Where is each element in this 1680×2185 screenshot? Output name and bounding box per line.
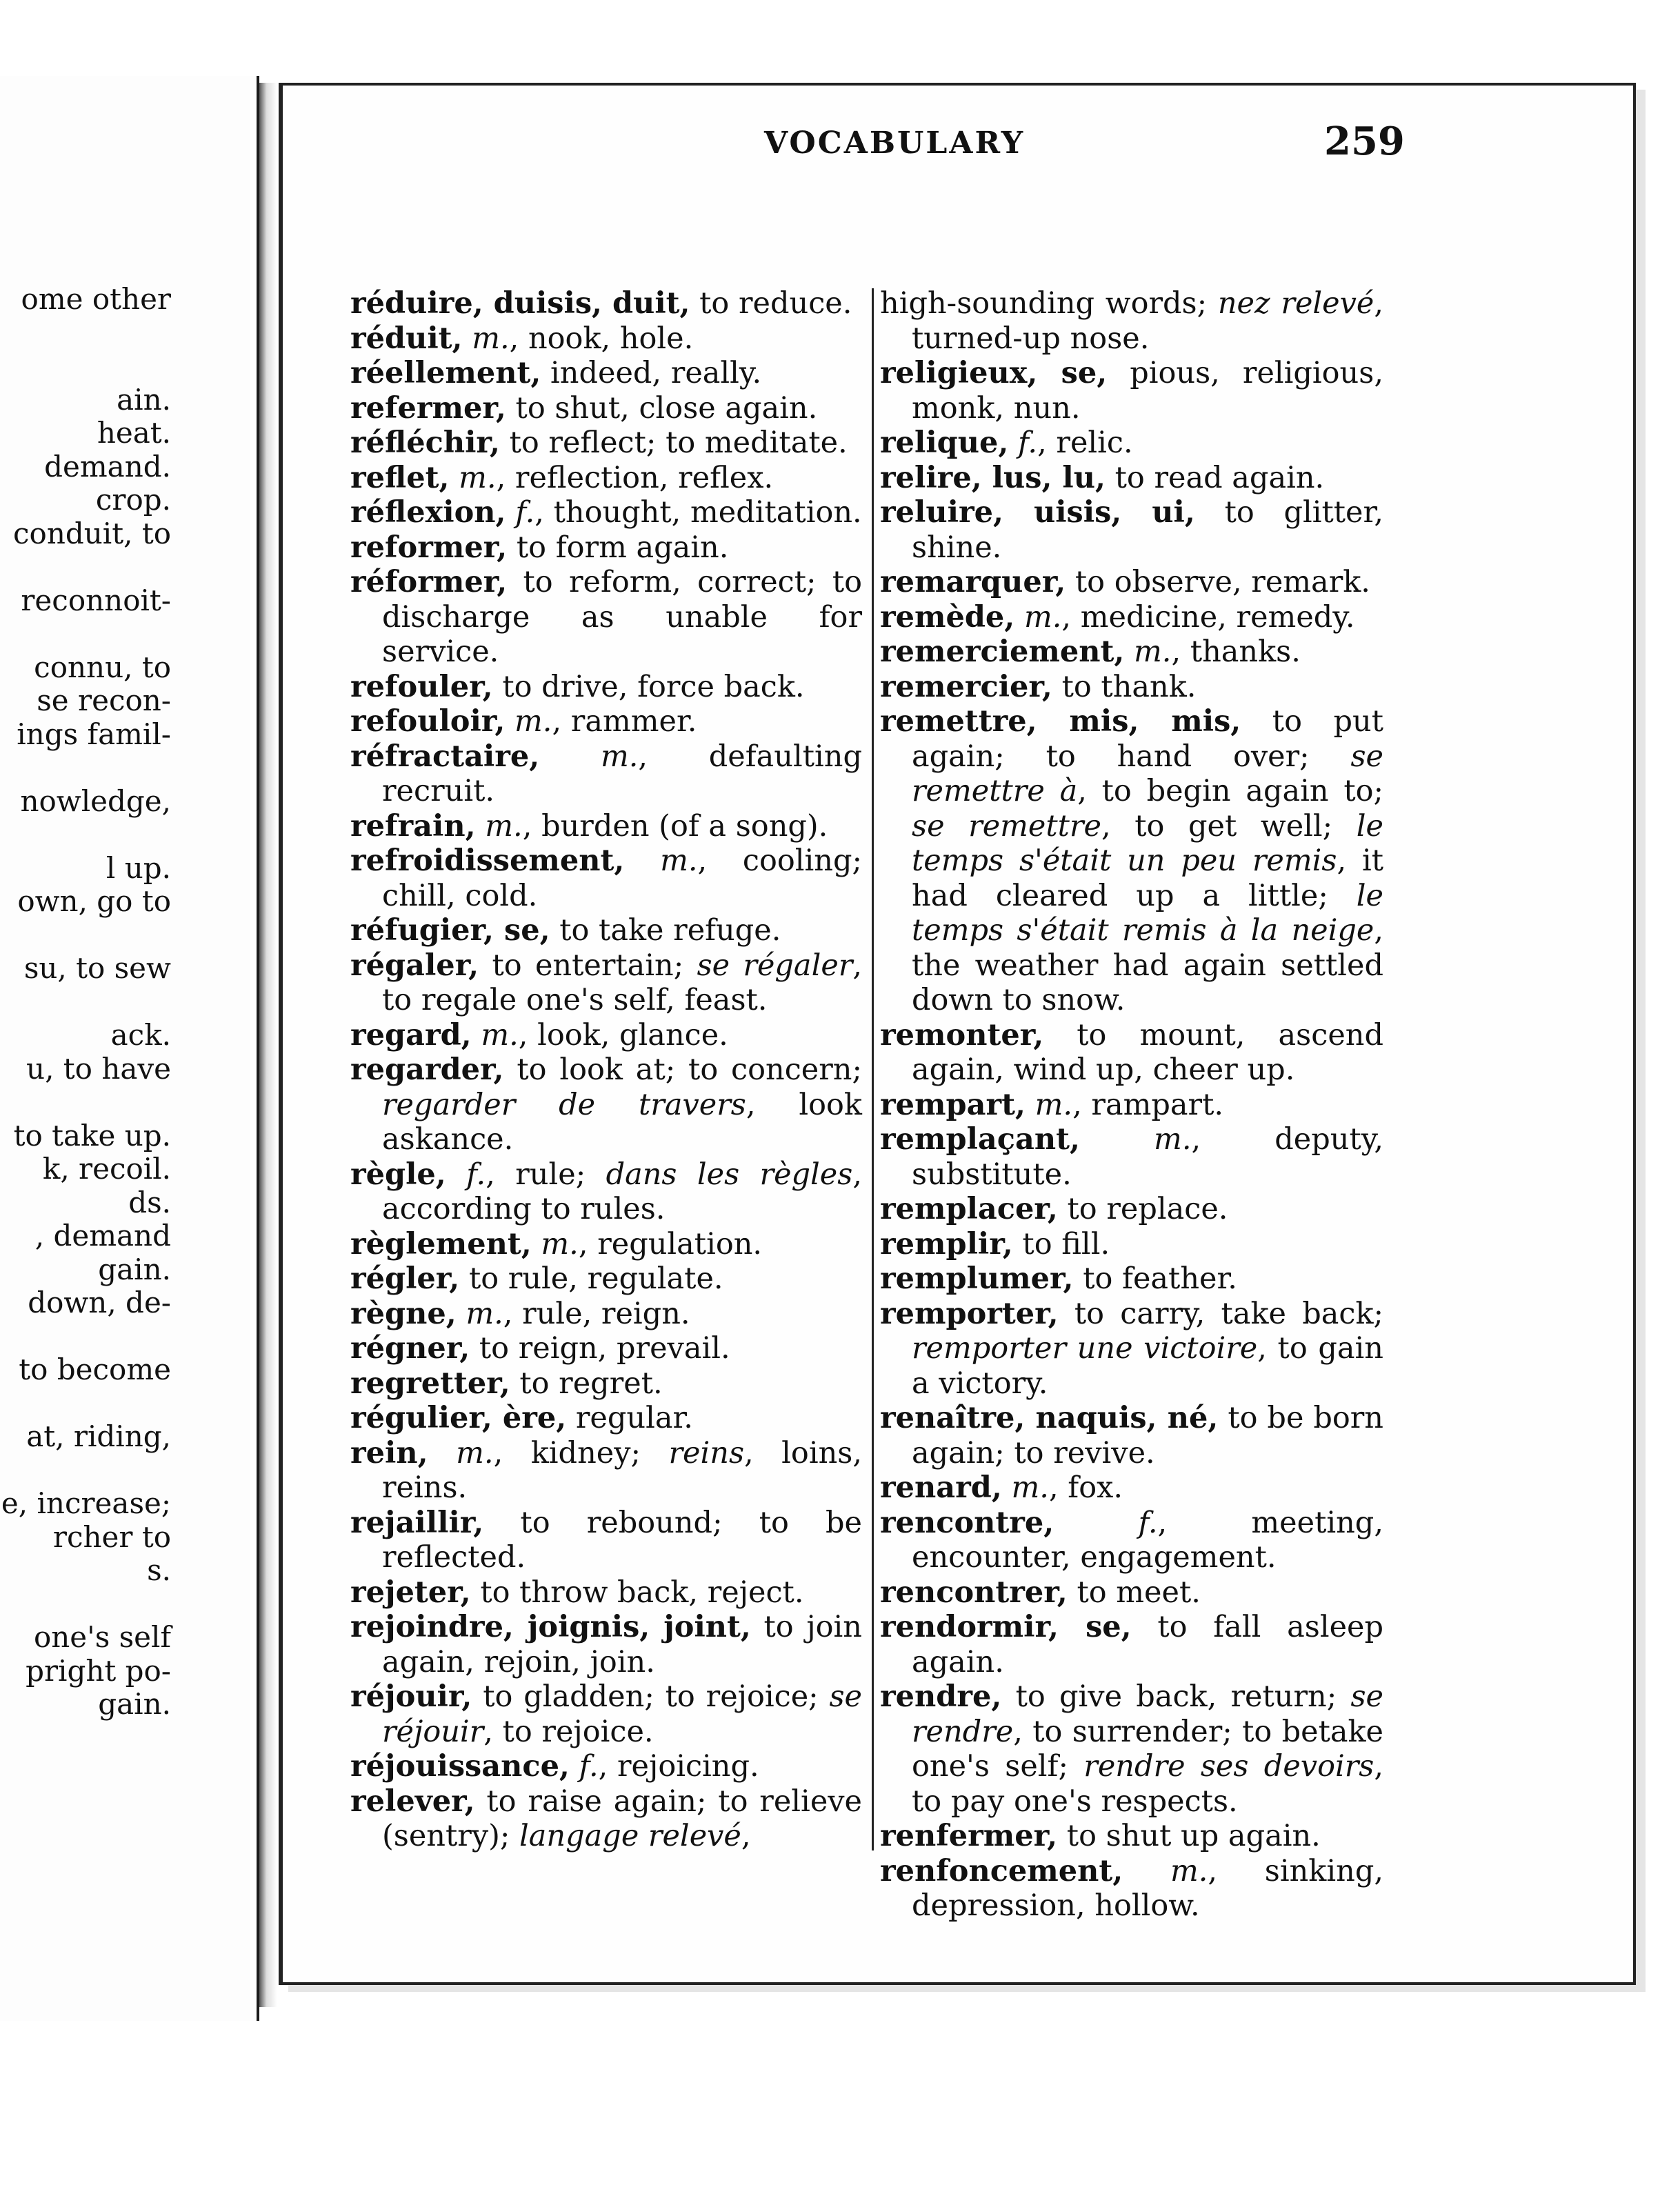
definition-text: to fill. [1012,1226,1110,1261]
headword: réfugier, se, [350,913,550,948]
definition-text [1054,1506,1138,1540]
definition-text: to glitter, shine. [912,495,1383,565]
headword: refouloir, [350,704,506,739]
definition-text: , turned-up nose. [912,286,1384,356]
dictionary-entry [880,1610,1383,1679]
headword: remarquer, [880,565,1066,599]
italic-text: le temps s'était un peu remis [912,808,1383,878]
dictionary-entry [350,495,862,530]
italic-text: se rendre [912,1679,1383,1749]
italic-text: m. [1170,1853,1208,1888]
headword: réformer, [350,565,508,599]
dictionary-entry [350,530,862,566]
headword: remplir, [880,1226,1013,1261]
headword: réjouissance, [350,1749,570,1784]
definition-text: , deputy, substitute. [912,1122,1384,1192]
headword: réellement, [350,356,541,390]
dictionary-entry [350,1227,862,1262]
headword: regarder, [350,1052,504,1087]
left-page-text-fragment: connu, to [34,650,171,684]
definition-text: pious, religious, monk, nun. [912,356,1383,426]
definition-text: to rule, regulate. [459,1261,723,1296]
left-page-text-fragment: gain. [98,1252,171,1286]
italic-text: dans les règles [606,1157,853,1192]
dictionary-entry [350,565,862,670]
headword: réjouir, [350,1679,472,1714]
dictionary-entry [350,670,862,705]
left-page-text-fragment: one's self [33,1620,171,1654]
definition-text: , loins, reins. [382,1435,863,1505]
definition-text: to form again. [507,530,729,565]
headword: refouler, [350,669,493,704]
definition-text: , it had cleared up a little; [912,844,1384,913]
headword: reformer, [350,530,508,565]
italic-text: remporter une victoire [912,1331,1258,1366]
headword: relever, [350,1784,475,1819]
italic-text: nez relevé [1217,286,1374,321]
left-page-text-fragment: to become [19,1353,171,1386]
dictionary-entry [350,1749,862,1784]
left-page-text-fragment: , demand [34,1219,171,1253]
dictionary-entry [880,1679,1383,1819]
dictionary-entry [350,913,862,948]
definition-text: , rampart. [1072,1087,1224,1122]
definition-text [1123,1854,1170,1888]
dictionary-entry [880,1470,1383,1506]
italic-text: reins [668,1435,745,1470]
italic-text: m. [660,844,698,878]
headword: remerciement, [880,635,1125,669]
dictionary-entry [880,1261,1383,1297]
headword: rendre, [880,1679,1002,1714]
definition-text: , to regale one's self, feast. [382,948,862,1017]
definition-text: , reflection, reflex. [496,460,774,495]
definition-text: , meeting, encounter, engagement. [912,1505,1383,1575]
italic-text: se réjouir [382,1679,862,1749]
italic-text: le temps s'était remis à la neige [912,878,1383,948]
definition-text [1008,426,1018,460]
headword: renaître, naquis, né, [880,1401,1219,1435]
dictionary-entry [880,1854,1383,1924]
definition-text: , thought, meditation. [534,495,862,530]
definition-text: to reflect; to meditate. [499,426,848,460]
left-page-text-fragment: se recon- [37,684,171,717]
left-page-text-fragment: gain. [98,1687,171,1721]
headword: régner, [350,1331,470,1366]
headword: rencontrer, [880,1575,1068,1610]
left-page-text-fragment: u, to have [26,1051,171,1086]
definition-text: , [741,1819,751,1853]
definition-text: , to rejoice. [483,1714,654,1749]
definition-text: to raise again; to relieve (sentry); [382,1784,862,1853]
dictionary-entry [350,1679,862,1749]
headword: régler, [350,1261,460,1296]
left-page-text-fragment: ack. [110,1018,171,1052]
dictionary-entry [880,704,1383,1018]
definition-text: , to gain a victory. [912,1331,1383,1401]
headword: régulier, ère, [350,1401,567,1435]
left-page-text-fragment: l up. [106,850,171,885]
left-page-text-fragment: rcher to [52,1519,171,1554]
headword: relique, [880,426,1009,460]
definition-text: , look, glance. [518,1017,728,1052]
definition-text: to regret. [510,1366,663,1401]
dictionary-entry [350,844,862,913]
book-gutter [259,83,277,2007]
headword: reflet, [350,460,450,495]
definition-text: , sinking, depression, hollow. [912,1853,1384,1923]
definition-text [446,1157,466,1192]
left-page-text-fragment: own, go to [17,884,171,918]
dictionary-entry [350,356,862,391]
left-page-text-fragment: demand. [44,449,171,483]
definition-text: to rebound; to be reflected. [382,1505,862,1575]
italic-text: m. [1023,599,1062,635]
definition-text [1014,600,1024,635]
definition-text [532,1227,541,1261]
italic-text: se remettre [912,808,1101,844]
definition-text: to mount, ascend again, wind up, cheer up. [912,1017,1383,1087]
italic-text: langage relevé [519,1819,741,1853]
definition-text: , defaulting recruit. [382,739,863,808]
dictionary-entry [350,1018,862,1053]
definition-text [476,809,486,844]
headword: remonter, [880,1017,1044,1052]
headword: refermer, [350,390,506,426]
left-page-text-fragment: su, to sew [23,951,171,985]
dictionary-entry [350,739,862,809]
definition-text [1124,635,1134,669]
definition-text: , rejoicing. [598,1749,759,1784]
left-page-text-fragment: s. [147,1553,171,1587]
definition-text [457,1297,466,1331]
left-page-text-fragment: down, de- [28,1286,171,1319]
dictionary-entry [350,1261,862,1297]
running-head: VOCABULARY [764,126,1026,161]
headword: remplaçant, [880,1122,1080,1157]
left-page-text-fragment: ings famil- [17,717,171,751]
dictionary-entry [350,1436,862,1506]
definition-text: to join again, rejoin, join. [382,1610,862,1679]
definition-text: to reduce. [690,286,852,321]
definition-text: to thank. [1052,669,1197,704]
left-page-text-fragment: k, recoil. [42,1152,171,1186]
definition-text: to throw back, reject. [470,1575,804,1610]
dictionary-entry [880,635,1383,670]
headword: remettre, mis, mis, [880,704,1241,739]
definition-text: to shut, close again. [506,390,818,426]
headword: renfermer, [880,1819,1058,1853]
left-page-text-fragment: e, increase; [1,1486,171,1520]
definition-text: , regulation. [578,1226,763,1261]
definition-text [505,704,514,739]
headword: réfléchir, [350,426,500,460]
column-divider [872,288,874,1850]
definition-text: to gladden; to rejoice; [472,1679,830,1714]
italic-text: regarder de travers [382,1087,746,1122]
dictionary-entry [350,704,862,739]
headword: remercier, [880,669,1052,704]
dictionary-entry [350,1297,862,1332]
left-page-text-fragment: ome other [21,282,171,316]
dictionary-entry [350,1157,862,1227]
definition-text: , thanks. [1171,635,1301,669]
definition-text [463,321,472,356]
italic-text: rendre ses devoirs [1083,1749,1374,1784]
italic-text: m. [472,321,510,356]
headword: rejaillir, [350,1505,484,1540]
dictionary-entry [350,809,862,844]
definition-text [428,1436,457,1470]
headword: rejeter, [350,1575,471,1610]
dictionary-entry [880,670,1383,705]
definition-text [506,495,516,530]
headword: remporter, [880,1296,1059,1331]
definition-text: regular. [566,1401,693,1435]
definition-text [449,461,459,495]
definition-text: , to get well; [1101,808,1357,844]
headword: rendormir, se, [880,1610,1132,1644]
dictionary-entry [880,1088,1383,1123]
headword: renard, [880,1470,1002,1505]
headword: réfractaire, [350,739,540,774]
italic-text: se remettre à [912,739,1383,808]
definition-text [1080,1122,1154,1157]
dictionary-entry [350,321,862,357]
headword: règlement, [350,1226,532,1261]
left-page-text-fragment: reconnoit- [21,583,171,617]
dictionary-entry [350,1366,862,1401]
dictionary-entry [350,1610,862,1679]
headword: reluire, uisis, ui, [880,495,1195,530]
definition-text: to reign, prevail. [470,1331,730,1366]
definition-text [472,1018,481,1052]
italic-text: m. [466,1296,503,1331]
left-page-text-fragment: crop. [95,483,171,517]
italic-text: f. [515,495,535,530]
dictionary-entry [880,1297,1383,1401]
dictionary-entry [350,1784,862,1854]
dictionary-entry [880,1575,1383,1610]
definition-text: , burden (of a song). [522,808,828,844]
headword: regretter, [350,1366,510,1401]
definition-text: to take refuge. [550,913,781,948]
headword: renfoncement, [880,1853,1123,1888]
italic-text: m. [459,460,497,495]
dictionary-entry [350,1506,862,1575]
definition-text: , fox. [1048,1470,1123,1505]
dictionary-entry [880,426,1383,461]
definition-text: indeed, really. [541,356,762,390]
page-number: 259 [1324,119,1405,164]
definition-text: , nook, hole. [509,321,694,356]
definition-text: , the weather had again settled down to snow. [912,913,1383,1017]
definition-text: to fall asleep again. [912,1610,1383,1679]
dictionary-entry [350,1052,862,1157]
headword: refroidissement, [350,844,625,878]
headword: règle, [350,1157,446,1192]
dictionary-entry [880,1506,1383,1575]
left-page-text-fragment: conduit, to [13,516,171,550]
left-page-text-fragment: ds. [128,1185,171,1219]
italic-text: se régaler [697,948,853,983]
definition-text: , look askance. [382,1087,862,1157]
dictionary-entry [880,1192,1383,1227]
dictionary-entry [350,391,862,426]
vocabulary-column-right [880,286,1383,1924]
headword: régaler, [350,948,479,983]
left-page-text-fragment: heat. [97,416,171,450]
definition-text: , rule; [486,1157,606,1192]
italic-text: m. [600,739,639,774]
headword: rejoindre, joignis, joint, [350,1610,751,1644]
definition-text [570,1749,579,1784]
headword: règne, [350,1296,457,1331]
definition-text: , medicine, remedy. [1061,599,1355,635]
headword: rempart, [880,1087,1026,1122]
dictionary-entry [880,495,1383,565]
definition-text: , relic. [1037,426,1133,460]
italic-text: m. [456,1435,494,1470]
italic-text: m. [1134,635,1172,669]
definition-text: to meet. [1067,1575,1201,1610]
dictionary-entry [880,1819,1383,1854]
definition-text: , kidney; [493,1435,669,1470]
dictionary-entry [880,1018,1383,1088]
dictionary-entry [880,286,1383,356]
dictionary-entry [880,565,1383,600]
dictionary-entry [880,1227,1383,1262]
headword: remplacer, [880,1192,1058,1226]
italic-text: m. [1011,1470,1049,1505]
left-page-text-fragment: pright po- [26,1653,171,1688]
definition-text: to give back, return; [1001,1679,1351,1714]
definition-text: , rule, reign. [503,1296,690,1331]
dictionary-entry [350,426,862,461]
headword: remède, [880,599,1015,635]
definition-text [539,739,601,774]
italic-text: f. [579,1749,599,1784]
italic-text: m. [541,1226,579,1261]
headword: réduire, duisis, duit, [350,286,690,321]
left-page-text-fragment: to take up. [13,1118,171,1153]
dictionary-entry [350,286,862,321]
definition-text: to look at; to concern; [503,1052,862,1087]
left-page-text-fragment: ain. [117,382,171,417]
definition-text: to observe, remark. [1066,565,1370,599]
definition-text: to replace. [1057,1192,1228,1226]
italic-text: f. [1018,426,1038,460]
definition-text: to drive, force back. [492,669,805,704]
dictionary-entry [880,1401,1383,1470]
definition-text: to be born again; to revive. [912,1401,1384,1470]
dictionary-entry [880,1122,1383,1192]
headword: relire, lus, lu, [880,460,1106,495]
italic-text: m. [1154,1122,1192,1157]
vocabulary-column-left [350,286,862,1854]
definition-text: to carry, take back; [1058,1296,1383,1331]
dictionary-entry [350,948,862,1018]
dictionary-entry [350,1401,862,1436]
headword: rein, [350,1435,428,1470]
headword: regard, [350,1017,472,1052]
italic-text: m. [514,704,552,739]
definition-text: , cooling; chill, cold. [382,844,862,913]
italic-text: m. [485,808,523,844]
italic-text: f. [466,1157,486,1192]
headword: réflexion, [350,495,506,530]
dictionary-entry [880,356,1383,426]
definition-text: to put again; to hand over; [912,704,1383,774]
definition-text: to shut up again. [1057,1819,1321,1853]
definition-text: , according to rules. [382,1157,862,1226]
headword: religieux, se, [880,356,1108,390]
definition-text: , to begin again to; [1077,774,1383,808]
headword: rencontre, [880,1505,1054,1540]
definition-text: to reform, correct; to discharge as unable for service. [382,565,862,669]
definition-text: high-sounding words; [880,286,1218,321]
definition-text: to entertain; [479,948,697,983]
definition-text [1002,1470,1012,1505]
definition-text: , to pay one's respects. [912,1749,1383,1819]
italic-text: m. [1034,1087,1073,1122]
dictionary-entry [880,600,1383,635]
italic-text: m. [481,1017,519,1052]
italic-text: f. [1138,1505,1158,1540]
definition-text: , to surrender; to betake one's self; [912,1714,1383,1784]
definition-text: , rammer. [552,704,697,739]
dictionary-entry [350,1331,862,1366]
left-page-text-fragment: nowledge, [20,784,171,818]
definition-text: to read again. [1105,460,1325,495]
headword: remplumer, [880,1261,1074,1296]
dictionary-entry [880,461,1383,496]
headword: refrain, [350,808,476,844]
left-page-text-fragment: at, riding, [26,1419,171,1453]
definition-text: to feather. [1073,1261,1237,1296]
left-page-fragment [0,76,259,2021]
definition-text [1026,1088,1035,1122]
headword: réduit, [350,321,463,356]
dictionary-entry [350,461,862,496]
dictionary-entry [350,1575,862,1610]
definition-text [624,844,660,878]
